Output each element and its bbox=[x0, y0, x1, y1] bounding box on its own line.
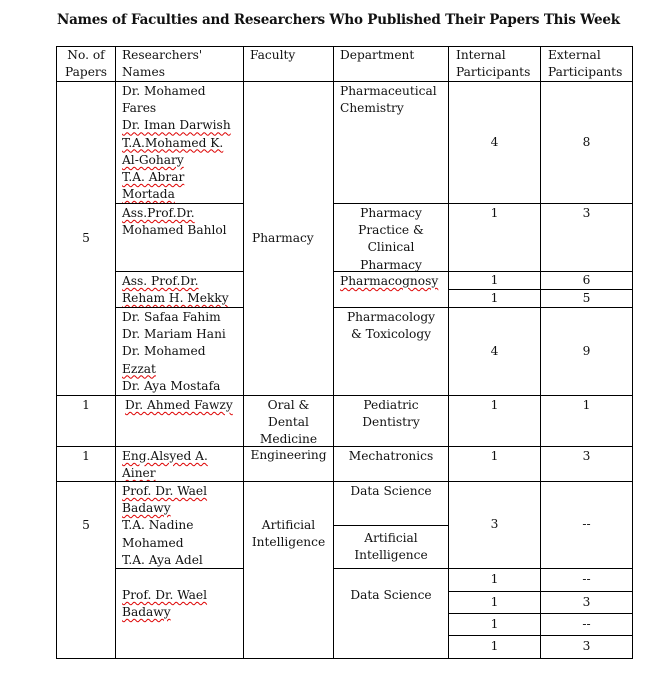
external-count: 5 bbox=[582, 290, 591, 305]
department-name: Pharmacology bbox=[346, 310, 436, 324]
papers-count-value: 5 bbox=[82, 230, 90, 245]
header-external-line: Participants bbox=[548, 65, 623, 80]
external-pharmacology bbox=[540, 307, 633, 396]
internal-count: 1 bbox=[490, 272, 499, 287]
internal-pharmacognosy-2 bbox=[448, 289, 541, 308]
department-name: Chemistry bbox=[340, 101, 404, 116]
researcher-name bbox=[122, 273, 237, 290]
researchers-dental bbox=[115, 395, 244, 447]
internal-pharmacology bbox=[448, 307, 541, 396]
header-internal bbox=[448, 46, 541, 82]
header-names bbox=[115, 46, 244, 82]
department-dental bbox=[333, 395, 449, 447]
external-count: 3 bbox=[582, 449, 591, 463]
researchers-ai-block1 bbox=[115, 481, 244, 569]
faculty-name: Oral & bbox=[267, 398, 310, 412]
page-title: Names of Faculties and Researchers Who Published Their Papers This Week bbox=[57, 12, 620, 28]
researcher-name: Dr. Iman Darwish bbox=[122, 118, 231, 133]
researcher-name: Ainer bbox=[122, 466, 156, 481]
internal-count: 1 bbox=[490, 572, 499, 587]
internal-pharm-chem bbox=[448, 81, 541, 204]
researchers-engineering bbox=[115, 446, 244, 482]
researcher-name: Dr. Ahmed Fawzy bbox=[125, 398, 233, 412]
faculty-engineering bbox=[243, 446, 334, 482]
researcher-name: T.A. Aya Adel bbox=[122, 552, 203, 567]
department-name: & Toxicology bbox=[350, 327, 432, 342]
external-count: 6 bbox=[582, 272, 591, 287]
faculty-dental bbox=[243, 395, 334, 447]
internal-count: 1 bbox=[490, 398, 499, 412]
department-name: Artificial bbox=[364, 530, 418, 545]
header-papers-line: No. of bbox=[67, 48, 105, 62]
researcher-name: Dr. Safaa Fahim bbox=[122, 310, 221, 324]
department-data-science-1 bbox=[333, 481, 449, 526]
internal-ai-block2-4 bbox=[448, 635, 541, 659]
external-ai-block2-1 bbox=[540, 568, 633, 592]
researcher-name: Mohamed Bahlol bbox=[122, 223, 227, 238]
researcher-name: Eng.Alsyed A. bbox=[122, 449, 208, 463]
external-count: -- bbox=[582, 517, 591, 532]
department-ai bbox=[333, 525, 449, 569]
researcher-name: T.A.Mohamed K. bbox=[122, 135, 224, 150]
researcher-name: T.A. Abrar bbox=[122, 170, 185, 185]
faculty-name: Intelligence bbox=[251, 535, 326, 550]
department-name: Dentistry bbox=[362, 415, 420, 430]
researcher-name: Mortada bbox=[122, 187, 175, 202]
internal-count: 1 bbox=[490, 594, 499, 609]
header-department-line: Department bbox=[340, 48, 415, 62]
internal-count: 1 bbox=[490, 449, 499, 463]
header-internal-line: Internal bbox=[456, 48, 506, 62]
researcher-name: Dr. Mohamed bbox=[122, 344, 206, 359]
researcher-name: Dr. Mariam Hani bbox=[122, 327, 226, 342]
header-faculty bbox=[243, 46, 334, 82]
papers-count-dental bbox=[56, 395, 116, 447]
researcher-name: Dr. Aya Mostafa bbox=[122, 378, 221, 393]
faculty-name: Dental bbox=[268, 415, 309, 430]
faculty-name: Pharmacy bbox=[252, 230, 314, 245]
external-count: -- bbox=[582, 616, 591, 631]
department-name: Pharmacognosy bbox=[340, 274, 439, 288]
external-pharmacognosy-2 bbox=[540, 289, 633, 308]
internal-ai-block2-2 bbox=[448, 591, 541, 614]
researcher-name: Prof. Dr. Wael bbox=[122, 484, 208, 498]
external-count: 3 bbox=[582, 639, 591, 654]
header-names-line: Researchers' bbox=[122, 48, 203, 62]
papers-count-value: 5 bbox=[82, 518, 90, 532]
external-count: 9 bbox=[582, 343, 591, 358]
department-name: Pediatric bbox=[363, 398, 419, 412]
department-name: Pharmacy bbox=[360, 257, 422, 272]
researcher-name: Reham H. Mekky bbox=[122, 291, 229, 306]
external-engineering bbox=[540, 446, 633, 482]
researcher-name: Badawy bbox=[122, 501, 171, 516]
external-count: 8 bbox=[582, 134, 591, 149]
researcher-name: T.A. Nadine bbox=[122, 518, 194, 533]
department-name: Data Science bbox=[350, 484, 432, 498]
faculty-name: Artificial bbox=[261, 518, 316, 532]
researchers-pharmacognosy bbox=[115, 271, 244, 308]
internal-pharmacognosy-1 bbox=[448, 271, 541, 290]
external-count: 3 bbox=[582, 594, 591, 609]
internal-engineering bbox=[448, 446, 541, 482]
papers-count-value: 1 bbox=[82, 449, 90, 463]
researcher-name: Ass.Prof.Dr. bbox=[122, 206, 195, 220]
internal-count: 1 bbox=[490, 616, 499, 631]
researchers-pharmacology bbox=[115, 307, 244, 396]
header-faculty-line: Faculty bbox=[250, 48, 296, 62]
header-department bbox=[333, 46, 449, 82]
internal-count: 3 bbox=[490, 517, 499, 532]
researchers-pharm-practice bbox=[115, 203, 244, 272]
researcher-name-text: Ass. Prof.Dr. bbox=[122, 274, 199, 288]
researcher-name: Mohamed bbox=[122, 535, 184, 550]
department-name: Practice & bbox=[358, 223, 424, 238]
internal-count: 1 bbox=[490, 206, 499, 220]
department-name: Mechatronics bbox=[348, 449, 434, 463]
researcher-name: Dr. Mohamed bbox=[122, 84, 206, 98]
external-ai-block2-2 bbox=[540, 591, 633, 614]
researchers-pharm-chem bbox=[115, 81, 244, 204]
department-name: Pharmaceutical bbox=[340, 84, 437, 98]
header-papers bbox=[56, 46, 116, 82]
external-count: 1 bbox=[582, 398, 591, 412]
department-data-science-2 bbox=[333, 568, 449, 659]
department-name: Intelligence bbox=[354, 548, 428, 562]
internal-ai-block2-1 bbox=[448, 568, 541, 592]
external-pharm-chem bbox=[540, 81, 633, 204]
internal-pharm-practice bbox=[448, 203, 541, 272]
internal-ai-block2-3 bbox=[448, 613, 541, 636]
department-pharmacognosy bbox=[333, 271, 449, 308]
researcher-name: Al-Gohary bbox=[122, 152, 184, 167]
papers-count-ai bbox=[56, 481, 116, 659]
external-count: -- bbox=[582, 572, 591, 587]
papers-count-pharmacy bbox=[56, 81, 116, 396]
department-pharm-chem bbox=[333, 81, 449, 204]
external-pharmacognosy-1 bbox=[540, 271, 633, 290]
external-ai-block2-3 bbox=[540, 613, 633, 636]
department-pharmacology bbox=[333, 307, 449, 396]
header-external bbox=[540, 46, 633, 82]
header-external-line: External bbox=[548, 48, 601, 62]
researcher-name: Fares bbox=[122, 101, 157, 116]
researcher-name: Ezzat bbox=[122, 361, 156, 376]
internal-count: 4 bbox=[490, 134, 499, 149]
department-engineering bbox=[333, 446, 449, 482]
external-pharm-practice bbox=[540, 203, 633, 272]
external-ai-block1 bbox=[540, 481, 633, 569]
internal-ai-block1 bbox=[448, 481, 541, 569]
faculty-name: Engineering bbox=[250, 448, 327, 462]
internal-count: 4 bbox=[490, 343, 499, 358]
faculty-pharmacy bbox=[243, 81, 334, 396]
internal-dental bbox=[448, 395, 541, 447]
researcher-name: Badawy bbox=[122, 605, 171, 620]
researcher-name: Prof. Dr. Wael bbox=[122, 588, 208, 602]
external-dental bbox=[540, 395, 633, 447]
researchers-ai-block2 bbox=[115, 568, 244, 659]
internal-count: 1 bbox=[490, 639, 499, 654]
department-name: Pharmacy bbox=[360, 206, 422, 220]
faculty-name: Medicine bbox=[259, 432, 318, 447]
header-papers-line: Papers bbox=[64, 65, 107, 80]
department-name: Clinical bbox=[367, 240, 415, 255]
papers-count-engineering bbox=[56, 446, 116, 482]
department-name: Data Science bbox=[350, 588, 432, 602]
header-names-line: Names bbox=[122, 65, 165, 80]
faculty-ai bbox=[243, 481, 334, 659]
department-pharm-practice bbox=[333, 203, 449, 272]
papers-count-value: 1 bbox=[82, 398, 90, 412]
internal-count: 1 bbox=[490, 290, 499, 305]
header-internal-line: Participants bbox=[456, 65, 531, 80]
external-ai-block2-4 bbox=[540, 635, 633, 659]
external-count: 3 bbox=[582, 206, 591, 220]
